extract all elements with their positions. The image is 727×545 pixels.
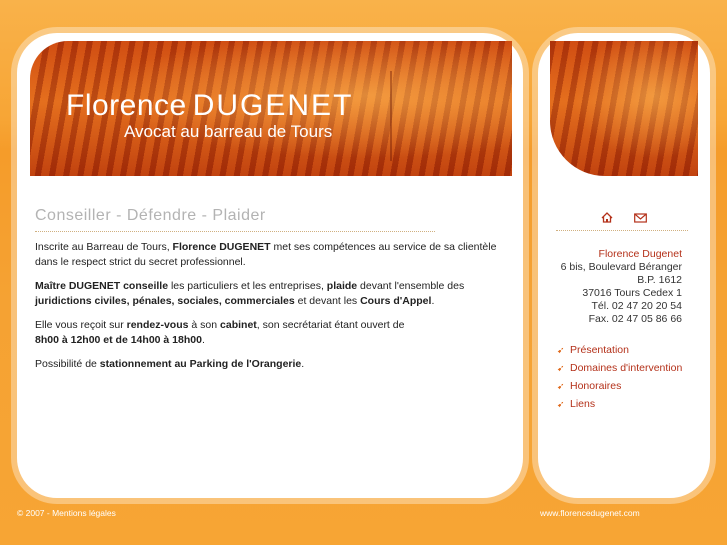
text-run: Elle vous reçoit sur bbox=[35, 319, 127, 331]
logo-subtitle: Avocat au barreau de Tours bbox=[124, 122, 333, 141]
text-run: met ses compétences au service de sa clientèle dans le respect strict du secret professionnel. bbox=[35, 241, 497, 268]
hours-paragraph bbox=[35, 318, 505, 348]
text-run: . bbox=[431, 295, 435, 307]
text-run: . bbox=[201, 334, 205, 346]
scales-of-justice-icon bbox=[390, 71, 472, 161]
text-run: Inscrite au Barreau de Tours, bbox=[35, 241, 173, 253]
logo-first-name: Florence bbox=[66, 89, 187, 122]
arrow-icon: ➹ bbox=[557, 399, 565, 409]
address-po-box: B.P. 1612 bbox=[637, 274, 682, 286]
address-phone: Tél. 02 47 20 20 54 bbox=[591, 300, 682, 312]
arrow-icon: ➹ bbox=[557, 381, 565, 391]
text-run: les particuliers et les entreprises, bbox=[168, 280, 327, 292]
nav-item-honoraires[interactable] bbox=[557, 380, 621, 392]
text-bold: Florence DUGENET bbox=[172, 241, 271, 253]
text-run: Possibilité de bbox=[35, 358, 100, 370]
text-run: à son bbox=[188, 319, 221, 331]
text-bold: plaide bbox=[326, 280, 358, 292]
services-paragraph bbox=[35, 279, 505, 309]
intro-paragraph bbox=[35, 240, 505, 270]
nav-item-label: Domaines d'intervention bbox=[570, 362, 683, 374]
nav-item-domaines[interactable] bbox=[557, 362, 682, 374]
arrow-icon: ➹ bbox=[557, 345, 565, 355]
footer-legal-link[interactable]: © 2007 - Mentions légales bbox=[17, 508, 116, 518]
parking-paragraph bbox=[35, 357, 505, 372]
text-bold: Maître DUGENET conseille bbox=[35, 280, 169, 292]
page-tagline: Conseiller - Défendre - Plaider bbox=[35, 207, 435, 232]
text-bold: juridictions civiles, pénales, sociales, commerciales bbox=[35, 295, 295, 307]
sidebar-banner bbox=[550, 41, 698, 176]
nav-item-label: Liens bbox=[570, 398, 596, 410]
text-bold: cabinet bbox=[220, 319, 257, 331]
nav-item-label: Honoraires bbox=[570, 380, 622, 392]
nav-item-liens[interactable] bbox=[557, 398, 595, 410]
text-bold: 8h00 à 12h00 et de 14h00 à 18h00 bbox=[35, 334, 202, 346]
address-name: Florence Dugenet bbox=[598, 248, 682, 260]
address-street: 6 bis, Boulevard Béranger bbox=[560, 261, 682, 273]
text-bold: stationnement au Parking de l'Orangerie bbox=[99, 358, 302, 370]
text-run: et devant les bbox=[294, 295, 361, 307]
footer-site-url[interactable]: www.florencedugenet.com bbox=[540, 508, 640, 518]
text-run: devant l'ensemble des bbox=[357, 280, 465, 292]
logo-last-name: DUGENET bbox=[192, 89, 354, 122]
site-logo[interactable] bbox=[66, 89, 353, 123]
divider bbox=[556, 230, 688, 231]
text-bold: rendez-vous bbox=[126, 319, 189, 331]
header-banner bbox=[30, 41, 512, 176]
nav-item-label: Présentation bbox=[570, 344, 629, 356]
text-run: , son secrétariat étant ouvert de bbox=[256, 319, 405, 331]
address-city: 37016 Tours Cedex 1 bbox=[582, 287, 682, 299]
text-run: . bbox=[301, 358, 305, 370]
arrow-icon: ➹ bbox=[557, 363, 565, 373]
home-icon[interactable] bbox=[601, 210, 613, 228]
nav-item-presentation[interactable] bbox=[557, 344, 629, 356]
text-bold: Cours d'Appel bbox=[360, 295, 432, 307]
mail-icon[interactable] bbox=[634, 210, 647, 228]
address-fax: Fax. 02 47 05 86 66 bbox=[588, 313, 682, 325]
